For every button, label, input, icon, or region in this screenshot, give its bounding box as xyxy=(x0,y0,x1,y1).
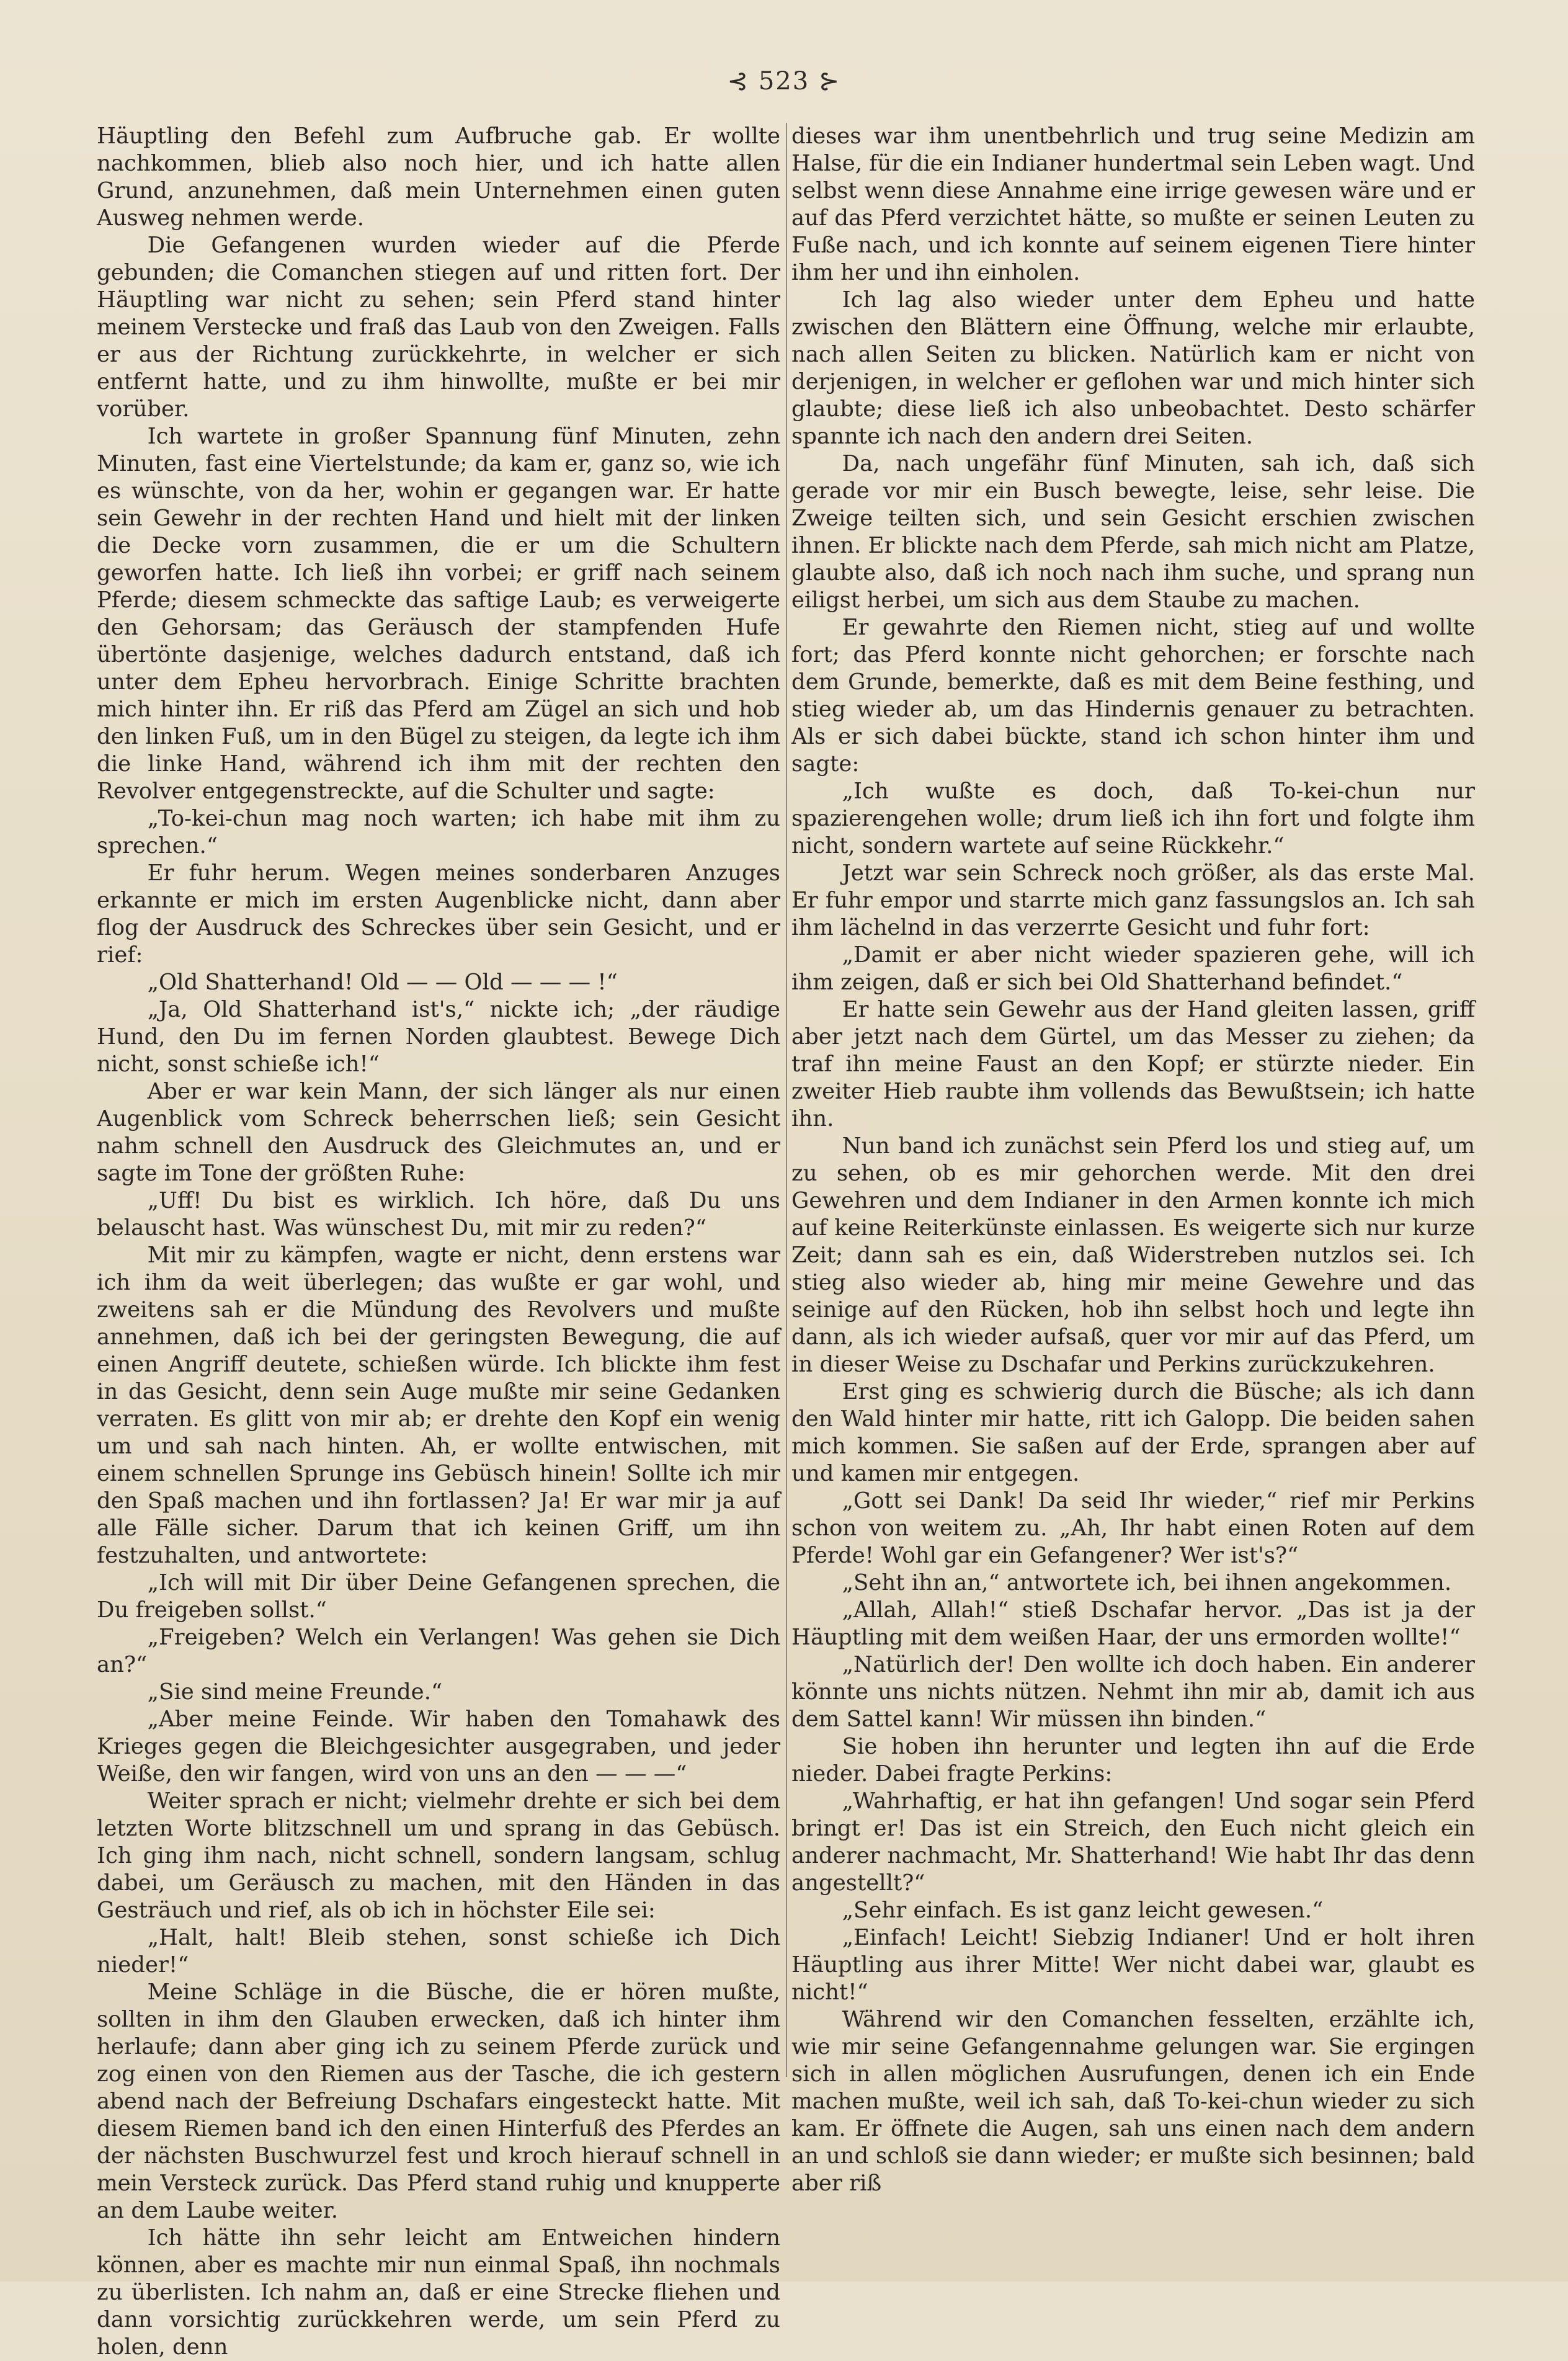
paragraph: Häuptling den Befehl zum Aufbruche gab. Er wollte nachkommen, blieb also noch hier, und ich hatte allen Grund, anzunehmen, daß mein Unternehmen einen guten Ausweg nehmen werde. xyxy=(97,123,780,231)
column-divider xyxy=(786,123,787,2077)
paragraph: Jetzt war sein Schreck noch größer, als das erste Mal. Er fuhr empor und starrte mich ganz fassungslos an. Ich sah ihm lächelnd in das verzerrte Gesicht und fuhr fort: xyxy=(791,860,1475,940)
paragraph: Er fuhr herum. Wegen meines sonderbaren Anzuges erkannte er mich im ersten Augenblicke nicht, dann aber flog der Ausdruck des Schreckes über sein Gesicht, und er rief: xyxy=(97,860,780,968)
paragraph: „Sehr einfach. Es ist ganz leicht gewesen.“ xyxy=(842,1898,1324,1923)
ornament-left-icon: ⊰ xyxy=(727,67,750,96)
paragraph: Da, nach ungefähr fünf Minuten, sah ich, daß sich gerade vor mir ein Busch bewegte, leise, sehr leise. Die Zweige teilten sich, und sein Gesicht erschien zwischen ihnen. Er blickte nach dem Pferde, sah mich nicht am Platze, glaubte also, daß ich noch nach ihm suche, und sprang nun eiligst herbei, um sich aus dem Staube zu machen. xyxy=(791,451,1475,613)
paragraph: „Old Shatterhand! Old — — Old — — — !“ xyxy=(147,970,618,995)
paragraph: Ich lag also wieder unter dem Epheu und hatte zwischen den Blättern eine Öffnung, welche mir erlaubte, nach allen Seiten zu blicken. Natürlich kam er nicht von derjenigen, in welcher er geflohen war und mich hinter sich glaubte; diese ließ ich also unbeobachtet. Desto schärfer spannte ich nach den andern drei Seiten. xyxy=(791,287,1475,449)
ornament-right-icon: ⊱ xyxy=(818,67,841,96)
paragraph: Er hatte sein Gewehr aus der Hand gleiten lassen, griff aber jetzt nach dem Gürtel, um das Messer zu ziehen; da traf ihn meine Faust an den Kopf; er stürzte nieder. Ein zweiter Hieb raubte ihm vollends das Bewußtsein; ich hatte ihn. xyxy=(791,997,1475,1131)
paragraph: „Allah, Allah!“ stieß Dschafar hervor. „Das ist ja der Häuptling mit dem weißen Haar, der uns ermorden wollte!“ xyxy=(791,1597,1475,1650)
paragraph: „Gott sei Dank! Da seid Ihr wieder,“ rief mir Perkins schon von weitem zu. „Ah, Ihr habt einen Roten auf dem Pferde! Wohl gar ein Gefangener? Wer ist's?“ xyxy=(791,1488,1475,1568)
paragraph: Ich wartete in großer Spannung fünf Minuten, zehn Minuten, fast eine Viertelstunde; da kam er, ganz so, wie ich es wünschte, von da her, wohin er gegangen war. Er hatte sein Gewehr in der rechten Hand und hielt mit der linken die Decke vorn zusammen, die er um die Schultern geworfen hatte. Ich ließ ihn vorbei; er griff nach seinem Pferde; diesem schmeckte das saftige Laub; es verweigerte den Gehorsam; das Geräusch der stampfenden Hufe übertönte dasjenige, welches dadurch entstand, daß ich unter dem Epheu hervorbrach. Einige Schritte brachten mich hinter ihn. Er riß das Pferd am Zügel an sich und hob den linken Fuß, um in den Bügel zu steigen, da legte ich ihm die linke Hand, während ich ihm mit der rechten den Revolver entgegenstreckte, auf die Schulter und sagte: xyxy=(97,424,780,804)
right-column xyxy=(791,123,1475,2196)
paragraph: Aber er war kein Mann, der sich länger als nur einen Augenblick vom Schreck beherrschen ließ; sein Gesicht nahm schnell den Ausdruck des Gleichmutes an, und er sagte im Tone der größten Ruhe: xyxy=(97,1079,780,1186)
paragraph: „To-kei-chun mag noch warten; ich habe mit ihm zu sprechen.“ xyxy=(97,806,780,859)
paragraph: „Halt, halt! Bleib stehen, sonst schieße ich Dich nieder!“ xyxy=(97,1925,780,1978)
paragraph: Er gewahrte den Riemen nicht, stieg auf und wollte fort; das Pferd konnte nicht gehorchen; er forschte nach dem Grunde, bemerkte, daß es mit dem Beine festhing, und stieg wieder ab, um das Hindernis genauer zu betrachten. Als er sich dabei bückte, stand ich schon hinter ihm und sagte: xyxy=(791,615,1475,777)
paragraph: Erst ging es schwierig durch die Büsche; als ich dann den Wald hinter mir hatte, ritt ich Galopp. Die beiden sahen mich kommen. Sie saßen auf der Erde, sprangen aber auf und kamen mir entgegen. xyxy=(791,1379,1475,1486)
paragraph: Meine Schläge in die Büsche, die er hören mußte, sollten in ihm den Glauben erwecken, daß ich hinter ihm herlaufe; dann aber ging ich zu seinem Pferde zurück und zog einen von den Riemen aus der Tasche, die ich gestern abend nach der Befreiung Dschafars eingesteckt hatte. Mit diesem Riemen band ich den einen Hinterfuß des Pferdes an der nächsten Buschwurzel fest und kroch hierauf schnell in mein Versteck zurück. Das Pferd stand ruhig und knupperte an dem Laube weiter. xyxy=(97,1979,780,2223)
paragraph: „Natürlich der! Den wollte ich doch haben. Ein anderer könnte uns nichts nützen. Nehmt ihn mir ab, damit ich aus dem Sattel kann! Wir müssen ihn binden.“ xyxy=(791,1652,1475,1732)
paragraph: Weiter sprach er nicht; vielmehr drehte er sich bei dem letzten Worte blitzschnell um und sprang in das Gebüsch. Ich ging ihm nach, nicht schnell, sondern langsam, schlug dabei, um Geräusch zu machen, mit den Händen in das Gesträuch und rief, als ob ich in höchster Eile sei: xyxy=(97,1788,780,1923)
page-number: 523 xyxy=(758,67,810,96)
paragraph: „Aber meine Feinde. Wir haben den Tomahawk des Krieges gegen die Bleichgesichter ausgegraben, und jeder Weiße, den wir fangen, wird von uns an den — — —“ xyxy=(97,1707,780,1787)
paragraph: „Einfach! Leicht! Siebzig Indianer! Und er holt ihren Häuptling aus ihrer Mitte! Wer nicht dabei war, glaubt es nicht!“ xyxy=(791,1925,1475,2005)
paragraph: „Ja, Old Shatterhand ist's,“ nickte ich; „der räudige Hund, den Du im fernen Norden glaubtest. Bewege Dich nicht, sonst schieße ich!“ xyxy=(97,997,780,1077)
paragraph: Nun band ich zunächst sein Pferd los und stieg auf, um zu sehen, ob es mir gehorchen werde. Mit den drei Gewehren und dem Indianer in den Armen konnte ich mich auf keine Reiterkünste einlassen. Es weigerte sich nur kurze Zeit; dann sah es ein, daß Widerstreben nutzlos sei. Ich stieg also wieder ab, hing mir meine Gewehre und das seinige auf den Rücken, hob ihn selbst hoch und legte ihn dann, als ich wieder aufsaß, quer vor mir auf das Pferd, um in dieser Weise zu Dschafar und Perkins zurückzukehren. xyxy=(791,1133,1475,1377)
paragraph: „Wahrhaftig, er hat ihn gefangen! Und sogar sein Pferd bringt er! Das ist ein Streich, den Euch nicht gleich ein anderer nachmacht, Mr. Shatterhand! Wie habt Ihr das denn angestellt?“ xyxy=(791,1788,1475,1896)
paragraph: Mit mir zu kämpfen, wagte er nicht, denn erstens war ich ihm da weit überlegen; das wußte er gar wohl, und zweitens sah er die Mündung des Revolvers und mußte annehmen, daß ich bei der geringsten Bewegung, die auf einen Angriff deutete, schießen würde. Ich blickte ihm fest in das Gesicht, denn sein Auge mußte mir seine Gedanken verraten. Es glitt von mir ab; er drehte den Kopf ein wenig um und sah nach hinten. Ah, er wollte entwischen, mit einem schnellen Sprunge ins Gebüsch hinein! Sollte ich mir den Spaß machen und ihn fortlassen? Ja! Er war mir ja auf alle Fälle sicher. Darum that ich keinen Griff, um ihn festzuhalten, und antwortete: xyxy=(97,1243,780,1568)
paragraph: „Sie sind meine Freunde.“ xyxy=(147,1679,443,1705)
paragraph: „Freigeben? Welch ein Verlangen! Was gehen sie Dich an?“ xyxy=(97,1625,780,1677)
paragraph: „Uff! Du bist es wirklich. Ich höre, daß Du uns belauscht hast. Was wünschest Du, mit mir zu reden?“ xyxy=(97,1188,780,1241)
left-column xyxy=(97,123,780,2360)
paragraph: Die Gefangenen wurden wieder auf die Pferde gebunden; die Comanchen stiegen auf und ritten fort. Der Häuptling war nicht zu sehen; sein Pferd stand hinter meinem Verstecke und fraß das Laub von den Zweigen. Falls er aus der Richtung zurückkehrte, in welcher er sich entfernt hatte, und zu ihm hinwollte, mußte er bei mir vorüber. xyxy=(97,233,780,422)
paragraph: „Damit er aber nicht wieder spazieren gehe, will ich ihm zeigen, daß er sich bei Old Shatterhand befindet.“ xyxy=(791,942,1475,995)
paragraph: „Ich wußte es doch, daß To-kei-chun nur spazierengehen wolle; drum ließ ich ihn fort und folgte ihm nicht, sondern wartete auf seine Rückkehr.“ xyxy=(791,779,1475,859)
paragraph: Während wir den Comanchen fesselten, erzählte ich, wie mir seine Gefangennahme gelungen war. Sie ergingen sich in allen möglichen Ausrufungen, denen ich ein Ende machen mußte, weil ich sah, daß To-kei-chun wieder zu sich kam. Er öffnete die Augen, sah uns einen nach dem andern an und schloß sie dann wieder; er mußte sich besinnen; bald aber riß xyxy=(791,2007,1475,2196)
paragraph: Ich hätte ihn sehr leicht am Entweichen hindern können, aber es machte mir nun einmal Spaß, ihn nochmals zu überlisten. Ich nahm an, daß er eine Strecke fliehen und dann vorsichtig zurückkehren werde, um sein Pferd zu holen, denn xyxy=(97,2225,780,2360)
page-header xyxy=(0,67,1568,96)
paragraph: Sie hoben ihn herunter und legten ihn auf die Erde nieder. Dabei fragte Perkins: xyxy=(791,1734,1475,1787)
paragraph: „Seht ihn an,“ antwortete ich, bei ihnen angekommen. xyxy=(842,1570,1452,1596)
paragraph: dieses war ihm unentbehrlich und trug seine Medizin am Halse, für die ein Indianer hundertmal sein Leben wagt. Und selbst wenn diese Annahme eine irrige gewesen wäre und er auf das Pferd verzichtet hätte, so mußte er seinen Leuten zu Fuße nach, und ich konnte auf seinem eigenen Tiere hinter ihm her und ihn einholen. xyxy=(791,123,1475,285)
paragraph: „Ich will mit Dir über Deine Gefangenen sprechen, die Du freigeben sollst.“ xyxy=(97,1570,780,1623)
